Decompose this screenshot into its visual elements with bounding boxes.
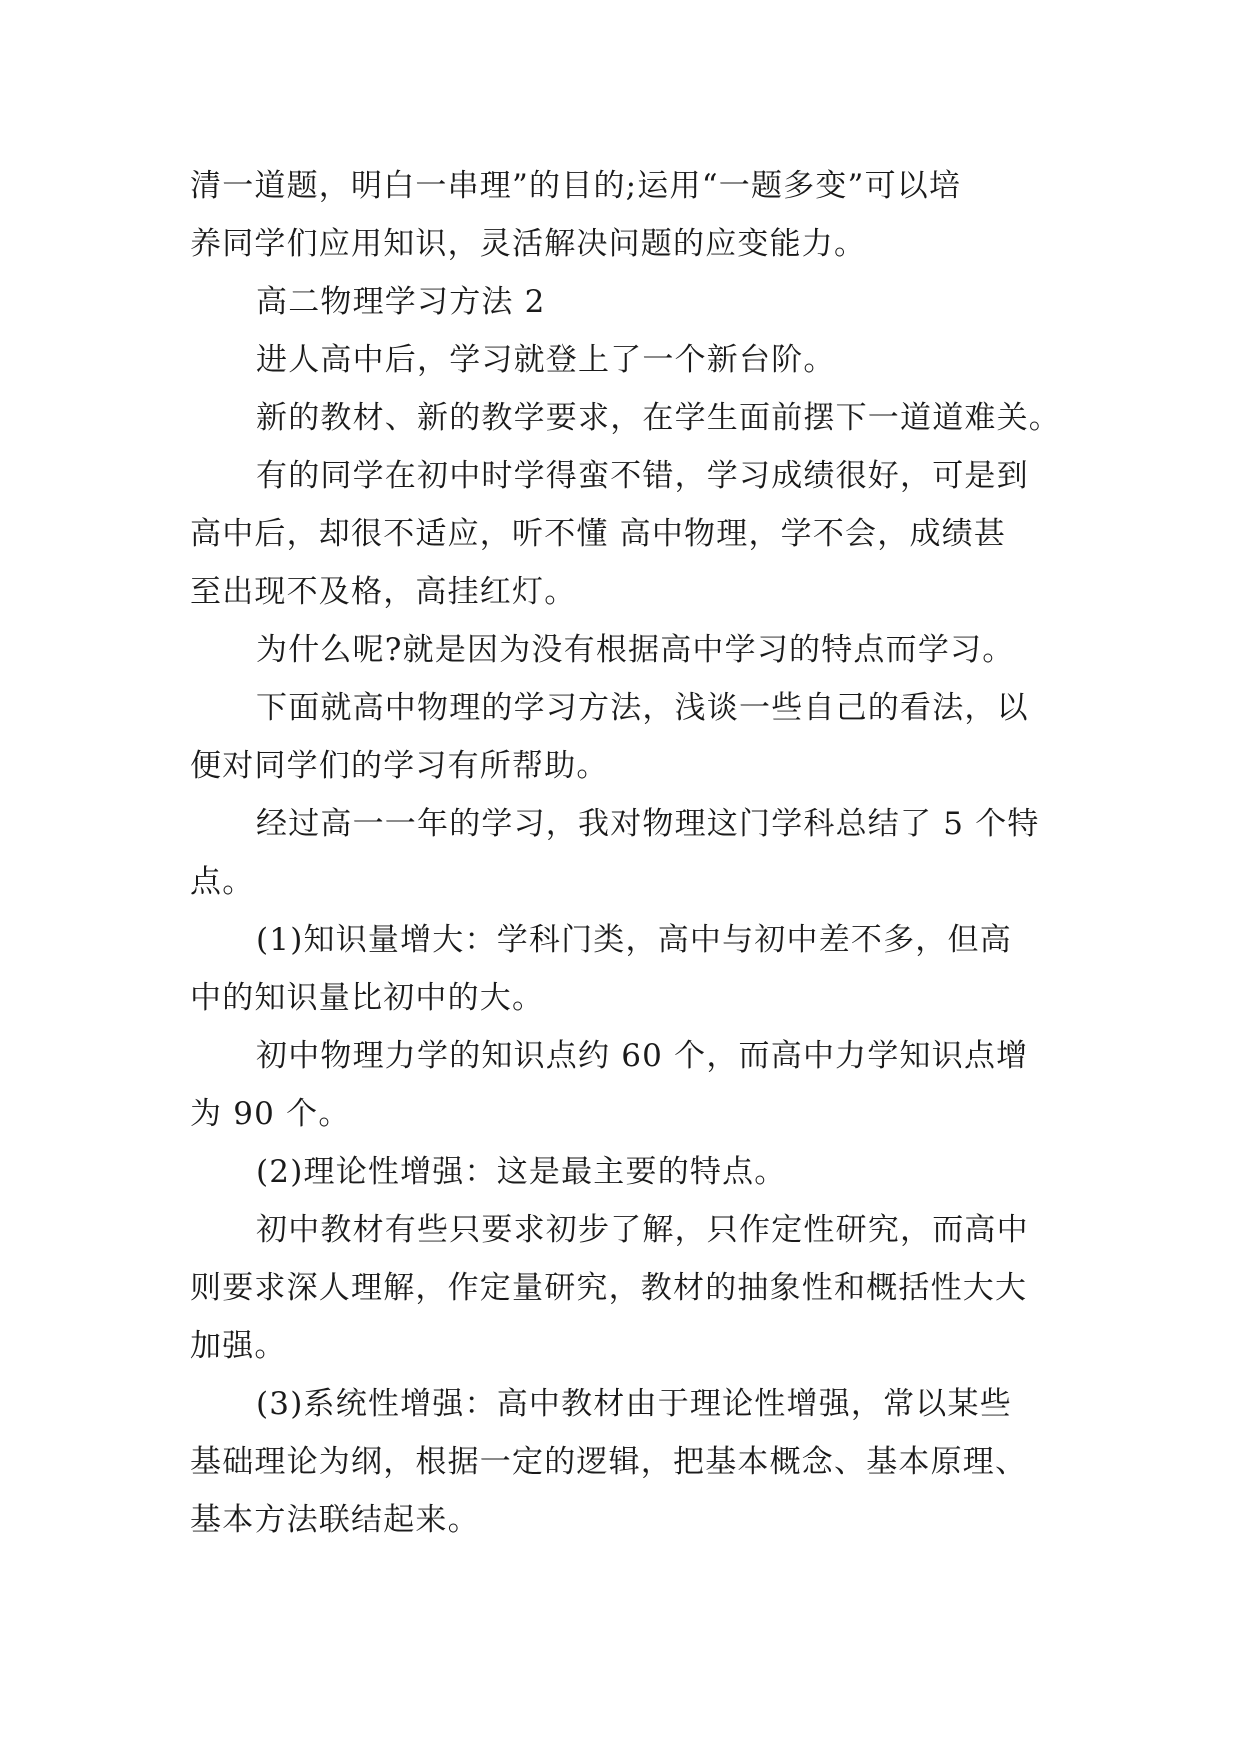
text-line: 清一道题，明白一串理”的目的;运用“一题多变”可以培 <box>190 168 962 204</box>
text-line: 为什么呢?就是因为没有根据高中学习的特点而学习。 <box>256 632 1015 668</box>
text-line: (3)系统性增强：高中教材由于理论性增强，常以某些 <box>256 1386 1012 1422</box>
section-heading: 高二物理学习方法 2 <box>256 284 546 320</box>
text-line: 经过高一一年的学习，我对物理这门学科总结了 5 个特 <box>256 806 1040 842</box>
text-line: (1)知识量增大：学科门类，高中与初中差不多，但高 <box>256 922 1012 958</box>
text-line: 至出现不及格，高挂红灯。 <box>190 574 577 610</box>
text-line: 点。 <box>190 864 255 900</box>
text-line: (2)理论性增强：这是最主要的特点。 <box>256 1154 787 1190</box>
text-line: 养同学们应用知识，灵活解决问题的应变能力。 <box>190 226 867 262</box>
text-line: 高中后，却很不适应，听不懂 高中物理，学不会，成绩甚 <box>190 516 1007 552</box>
text-line: 进人高中后，学习就登上了一个新台阶。 <box>256 342 836 378</box>
text-line: 基础理论为纲，根据一定的逻辑，把基本概念、基本原理、 <box>190 1444 1028 1480</box>
text-line: 加强。 <box>190 1328 287 1364</box>
text-line: 为 90 个。 <box>190 1096 351 1132</box>
text-line: 新的教材、新的教学要求，在学生面前摆下一道道难关。 <box>256 400 1061 436</box>
text-line: 有的同学在初中时学得蛮不错，学习成绩很好，可是到 <box>256 458 1029 494</box>
text-line: 初中教材有些只要求初步了解，只作定性研究，而高中 <box>256 1212 1029 1248</box>
text-line: 中的知识量比初中的大。 <box>190 980 545 1016</box>
text-line: 基本方法联结起来。 <box>190 1502 480 1538</box>
text-line: 则要求深人理解，作定量研究，教材的抽象性和概括性大大 <box>190 1270 1028 1306</box>
text-line: 便对同学们的学习有所帮助。 <box>190 748 609 784</box>
text-line: 初中物理力学的知识点约 60 个，而高中力学知识点增 <box>256 1038 1029 1074</box>
text-line: 下面就高中物理的学习方法，浅谈一些自己的看法，以 <box>256 690 1029 726</box>
